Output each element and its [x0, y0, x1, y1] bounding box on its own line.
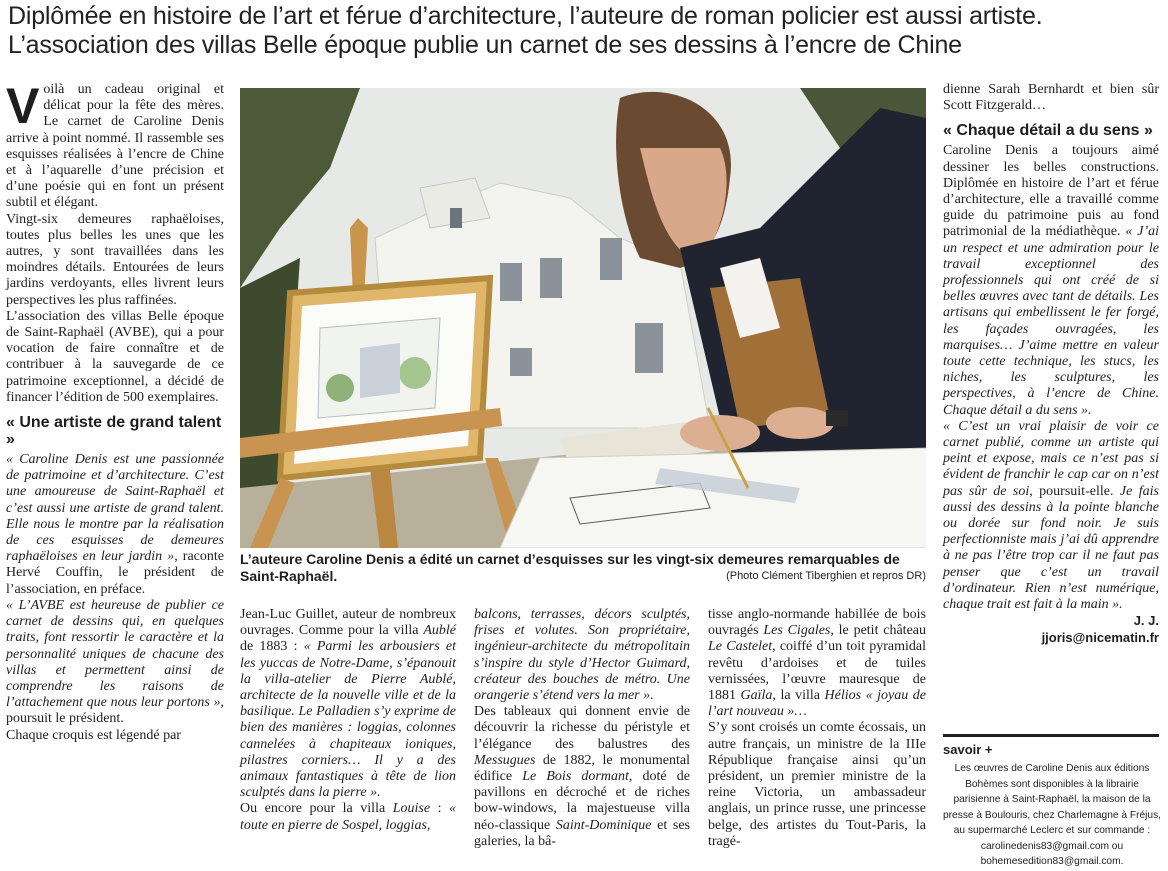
section-subhead: « Une artiste de grand talent »: [6, 414, 222, 449]
savoir-box: [943, 742, 1161, 870]
paragraph: Jean-Luc Guillet, auteur de nombreux ouvrages. Comme pour la villa Aublé de 1883 : « Parmi les arbousiers et les yuccas de Notre-Dame, s’épanouit la villa-atelier de Pierre Aublé, architecte de la nouvelle ville et de la basilique. Le Palladien s’y exprime de bien des manières : loggias, colonnes cannelées à chapiteaux ioniques, pilastres corniers… Il y a des animaux fantastiques à tête de lion sculptés dans la pierre ».: [240, 607, 456, 801]
author-email[interactable]: jjoris@nicematin.fr: [1041, 629, 1159, 645]
quote-paragraph: « Caroline Denis est une passionnée de patrimoine et d’architecture. C’est une amoureuse de Saint-Raphaël et c’est aussi une artiste de grand talent. Elle nous le montre par la réalisation de ces esquisses de demeures raphaëloises en leur jardin », raconte Hervé Couffin, le président de l’association, en préface.: [6, 452, 224, 597]
article-column-2: [240, 607, 456, 834]
author-initials: J. J.: [1133, 613, 1159, 629]
paragraph: Ou encore pour la villa Louise : « toute en pierre de Sospel, loggias,: [240, 801, 457, 833]
quote-paragraph: « C’est un vrai plaisir de voir ce carnet publié, comme un artiste qui peint et expose, mais ce n’est pas si évident de franchir le cap car on n’est pas sûr de soi, poursuit-elle. Je fais aussi des dessins à la pointe blanche ou dorée sur fond noir. Je suis perfectionniste mais j’ai dû apprendre à ne pas l’être trop car il ne faut pas penser que c’est un travail d’ordinateur. Rien n’est numérique, chaque trait est fait à la main ».: [943, 418, 1159, 613]
section-subhead: « Chaque détail a du sens »: [943, 122, 1153, 140]
article-photo: [240, 88, 926, 548]
paragraph: Caroline Denis a toujours aimé dessiner les belles constructions. Diplômée en histoire de l’art et férue d’architecture, elle a travaillé comme guide du patrimoine puis au fond patrimonial de la médiathèque. « J’ai un respect et une admiration pour le travail exceptionnel des professionnels qui ont créé de si belles œuvres avec tant de détails. Les artisans qui embellissent le fer forgé, les façades ouvragées, les marquises… J’aime mettre en valeur toute cette technique, les stucs, les niches, les sculptures, les perspectives, à l’encre de Chine. Chaque détail a du sens ».: [943, 143, 1159, 418]
paragraph: L’association des villas Belle époque de Saint-Raphaël (AVBE), qui a pour vocation de faire connaître et de contribuer à la sauvegarde de ce patrimoine exceptionnel, a décidé de financer l’édition de 500 exemplaires.: [6, 308, 224, 405]
photo-credit: (Photo Clément Tiberghien et repros DR): [726, 570, 926, 582]
savoir-text: Les œuvres de Caroline Denis aux éditions Bohèmes sont disponibles à la librairie parisienne à Saint-Raphaël, la maison de la presse à Boulouris, chez Charlemagne à Fréjus, au supermarché Leclerc et sur commande : carolinedenis83@gmail.com ou bohemesedition83@gmail.com.: [943, 763, 1162, 867]
paragraph: Chaque croquis est légendé par: [6, 727, 181, 743]
quote-paragraph: « L’AVBE est heureuse de publier ce carnet de dessins qui, en quelques traits, font ressortir le caractère et la personnalité uniques de chacune des villas et permettent ainsi de comprendre les raisons de l’attachement que nous leur portons », poursuit le président.: [6, 597, 224, 727]
drop-cap: V: [6, 78, 40, 134]
intro-paragraph: Voilà un cadeau original et délicat pour la fête des mères. Le carnet de Caroline Denis arrive à point nommé. Il rassemble ses esquisses réalisées à l’encre de Chine et à l’aquarelle d’une précision et d’une poésie qui en font un présent subtil et élégant.: [6, 78, 224, 211]
paragraph: S’y sont croisés un comte écossais, un autre français, un ministre de la IIIe République française ainsi qu’un président, un premier ministre de la reine Victoria, un ambassadeur anglais, un prince russe, une princesse belge, des artistes du Tout-Paris, la tragé-: [708, 720, 926, 849]
photo-caption: L’auteure Caroline Denis a édité un carnet d’esquisses sur les vingt-six demeures remarquables de Saint-Raphaël.: [240, 551, 900, 584]
article-column-1: [6, 78, 224, 744]
paragraph: Vingt-six demeures raphaëloises, toutes plus belles les unes que les autres, y sont travaillées dans les moindres détails. Entourées de leurs jardins verdoyants, elles livrent leurs perspectives les plus raffinées.: [6, 211, 224, 308]
photo-illustration: [240, 88, 926, 548]
savoir-title: savoir +: [943, 742, 993, 757]
article-column-3: [474, 607, 690, 850]
savoir-separator: [943, 734, 1159, 737]
paragraph: tisse anglo-normande habillée de bois ouvragés Les Cigales, le petit château Le Castelet, coiffé d’un toit pyramidal revêtu d’ardoises et de tuiles vernissées, l’œuvre mauresque de 1881 Gaïla, la villa Hélios « joyau de l’art nouveau »…: [708, 607, 926, 720]
paragraph: Des tableaux qui donnent envie de découvrir la richesse du péristyle et l’élégance des balustres des Messugues de 1882, le monumental édifice Le Bois dormant, doté de pavillons en décroché et de riches bow-windows, la majestueuse villa néo-classique Saint-Dominique et ses galeries, la bâ-: [474, 704, 690, 849]
article-column-4: [708, 607, 926, 850]
quote-paragraph: balcons, terrasses, décors sculptés, frises et volutes. Son propriétaire, ingénieur-architecte du métropolitain s’inspire du style d’Hector Guimard, créateur des bouches de métro. Une orangerie s’étend vers la mer ».: [474, 607, 690, 704]
article-headline: Diplômée en histoire de l’art et férue d’architecture, l’auteure de roman policier est aussi artiste. L’association des villas Belle époque publie un carnet de ses dessins à l’encre de Chine: [8, 2, 1043, 59]
article-column-5: [943, 82, 1159, 646]
paragraph: dienne Sarah Bernhardt et bien sûr Scott Fitzgerald…: [943, 82, 1159, 114]
